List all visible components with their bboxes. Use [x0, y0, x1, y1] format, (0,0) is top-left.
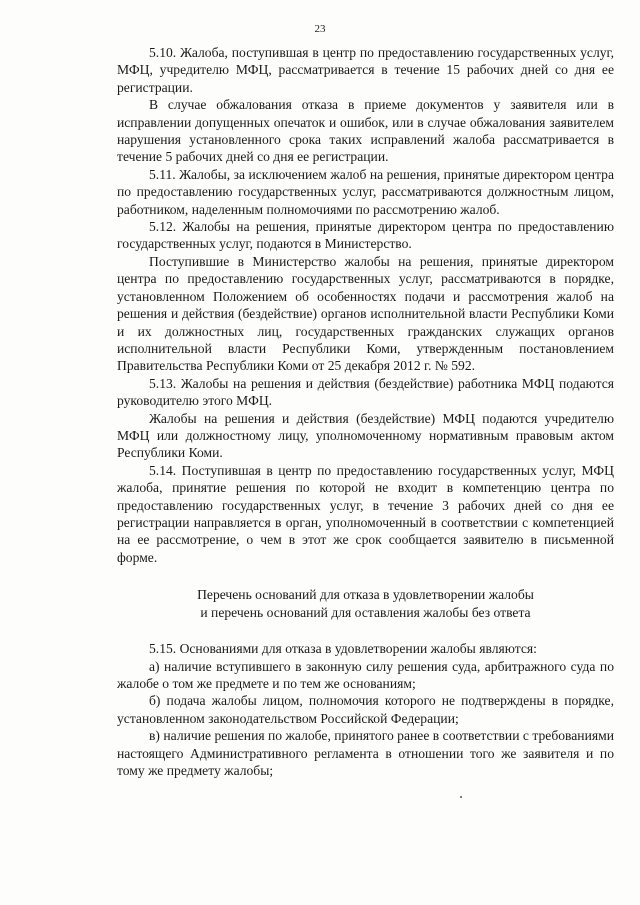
paragraph-5-12: 5.12. Жалобы на решения, принятые директором центра по предоставлению государственных услуг, подаются в Министерство. — [117, 219, 614, 252]
paragraph-5-13: 5.13. Жалобы на решения и действия (бездействие) работника МФЦ подаются руководителю этого МФЦ. — [117, 375, 614, 409]
paragraph-appeal-refusal: В случае обжалования отказа в приеме документов у заявителя или в исправлении допущенных опечаток и ошибок, или в случае обжалования заявителем нарушения установленного срока таких исправлений жалоба рассматривается в течение 5 рабочих дней со дня ее регистрации. — [117, 97, 614, 165]
list-item-v: в) наличие решения по жалобе, принятого ранее в соответствии с требованиями настоящего Административного регламента в отношении того же заявителя и по тому же предмету жалобы; — [117, 728, 614, 779]
paragraph-ministry-complaints: Поступившие в Министерство жалобы на решения, принятые директором центра по предоставлению государственных услуг, рассматриваются в порядке, установленном Положением об особенностях подачи и рассмотрения жалоб на решения и действия (бездействие) органов исполнительной власти Республики Коми и их должностных лиц, государственных гражданских служащих органов исполнительной власти Республики Коми, утвержденным постановлением Правительства Республики Коми от 25 декабря 2012 г. № 592. — [117, 253, 614, 374]
paragraph-5-10: 5.10. Жалоба, поступившая в центр по предоставлению государственных услуг, МФЦ, учредителю МФЦ, рассматривается в течение 15 рабочих дней со дня ее регистрации. — [117, 45, 614, 95]
section-heading — [117, 586, 614, 622]
scan-speck — [460, 796, 462, 798]
document-body — [117, 44, 614, 779]
list-item-b: б) подача жалобы лицом, полномочия которого не подтверждены в порядке, установленном законодательством Российской Федерации; — [117, 693, 614, 726]
list-item-a: а) наличие вступившего в законную силу решения суда, арбитражного суда по жалобе о том же предмете и по тем же основаниям; — [117, 658, 614, 691]
section-heading-line-2: и перечень оснований для оставления жалобы без ответа — [200, 605, 531, 621]
paragraph-5-11: 5.11. Жалобы, за исключением жалоб на решения, принятые директором центра по предоставлению государственных услуг, рассматриваются должностным лицом, работником, наделенным полномочиями по рассмотрению жалоб. — [117, 166, 614, 217]
paragraph-5-15: 5.15. Основаниями для отказа в удовлетворении жалобы являются: — [149, 641, 537, 657]
paragraph-5-14: 5.14. Поступившая в центр по предоставлению государственных услуг, МФЦ жалоба, принятие решения по которой не входит в компетенцию центра по предоставлению государственных услуг, в течение 3 рабочих дней со дня ее регистрации направляется в орган, уполномоченный в соответствии с компетенцией на ее рассмотрение, о чем в этот же срок сообщается заявителю в письменной форме. — [117, 462, 614, 565]
page-number: 23 — [314, 23, 326, 35]
section-heading-line-1: Перечень оснований для отказа в удовлетворении жалобы — [197, 587, 534, 603]
paragraph-mfc-founder: Жалобы на решения и действия (бездействие) МФЦ подаются учредителю МФЦ или должностному лицу, уполномоченному нормативным правовым актом Республики Коми. — [117, 410, 614, 461]
